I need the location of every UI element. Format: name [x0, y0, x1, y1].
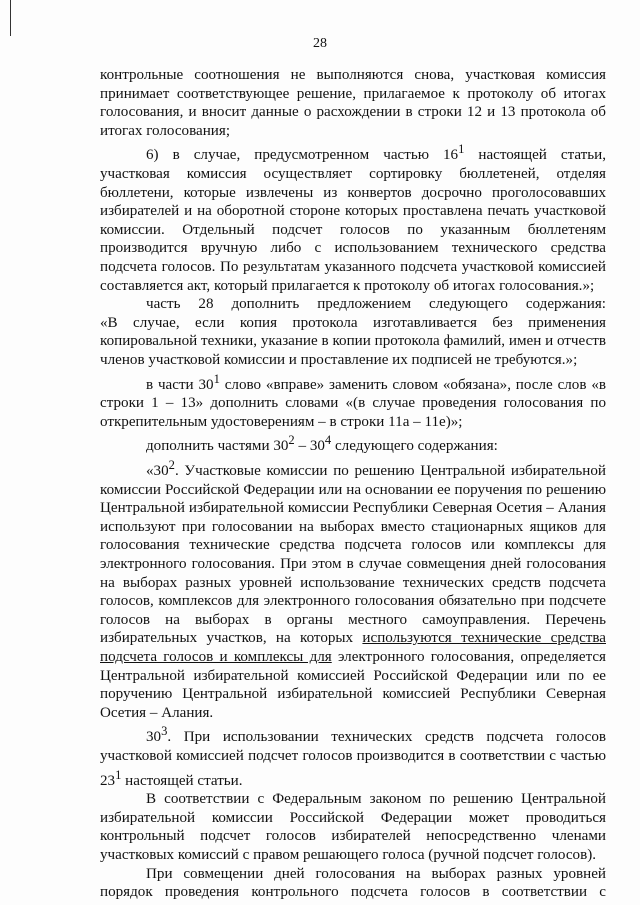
paragraph-quote-copy-protocol: «В случае, если копия протокола изготавливается без применения копировальной техники, указание в копии протокола фамилий, имен и отчеств членов участковой комиссии и проставление их подписей не требуются.»;: [100, 314, 606, 368]
paragraph-part-28: часть 28 дополнить предложением следующего содержания:: [146, 296, 606, 313]
superscript: 4: [324, 433, 332, 448]
superscript: 2: [168, 457, 175, 472]
superscript: 1: [115, 767, 122, 782]
underlined-text: используются технические средства подсчета голосов и комплексы для: [100, 630, 606, 665]
paragraph-item-6: [100, 140, 606, 295]
superscript: 2: [288, 433, 295, 448]
scan-edge-mark: [10, 0, 11, 36]
text-segment: . При использовании технических средств подсчета голосов участковой комиссией подсчет голосов производится в соответствии с частью 23: [100, 729, 606, 789]
paragraph-part-30-1: [100, 370, 606, 432]
superscript: 1: [213, 371, 220, 386]
superscript: 3: [161, 724, 168, 739]
paragraph-add-parts: [100, 431, 606, 456]
text-segment: электронного голосования, определяется Центральной избирательной комиссией Российской Федерации или по ее поручению Центральной избирательной комиссией Республики Северная Осетия – Алания.: [100, 648, 606, 721]
paragraph-federal-law: В соответствии с Федеральным законом по решению Центральной избирательной комиссии Российской Федерации может проводиться контрольный подсчет голосов избирателей непосредственно членами участковых комиссий с правом решающего голоса (ручной подсчет голосов).: [100, 791, 606, 863]
paragraph-part-30-3: [100, 722, 606, 790]
paragraph-continuation: контрольные соотношения не выполняются снова, участковая комиссия принимает соответствующее решение, прилагаемое к протоколу об итогах голосования, и вносит данные о расхождении в строки 12 и 13 протокола об итогах голосования;: [100, 67, 606, 139]
text-segment: . Участковые комиссии по решению Центральной избирательной комиссии Российской Федерации или на основании ее поручения по решению Центральной избирательной комиссии Республики Северная Осетия – Алания используют при голосовании на выборах вместо стационарных ящиков для голосования технические средства подсчета голосов или комплексы для электронного голосования. При этом в случае совмещения дней голосования на выборах разных уровней использование технических средств подсчета голосов, комплексов для электронного голосования обязательно при подсчете голосов на выборах в органы местного самоуправления. Перечень избирательных участков, на которых: [100, 463, 606, 647]
text-segment: 30: [146, 729, 162, 746]
page-number: 28: [313, 36, 327, 51]
paragraph-part-30-2: [100, 456, 606, 722]
document-body: [100, 66, 606, 902]
text-segment: настоящей статьи, участковая комиссия осуществляет сортировку бюллетеней, отделяя бюллетени, которые извлечены из конвертов досрочно проголосовавших избирателей и на оборотной стороне которых проставлена печать участковой комиссии. Отдельный подсчет голосов по указанным бюллетеням производится вручную либо с использованием технического средства подсчета голосов. По результатам указанного подсчета участковой комиссией составляется акт, который прилагается к протоколу об итогах голосования.»;: [100, 147, 607, 294]
text-segment: 6) в случае, предусмотренном частью 16: [146, 147, 459, 164]
text-segment: – 30: [294, 438, 325, 455]
superscript: 1: [458, 142, 465, 157]
text-segment: в части 30: [146, 376, 214, 393]
text-segment: «30: [146, 463, 169, 479]
text-segment: следующего содержания:: [331, 438, 498, 455]
paragraph-combined-voting: При совмещении дней голосования на выборах разных уровней порядок проведения контрольного подсчета голосов в соответствии с: [100, 865, 606, 901]
text-segment: дополнить частями 30: [146, 438, 289, 455]
text-segment: настоящей статьи.: [121, 772, 243, 789]
text-segment: слово «вправе» заменить словом «обязана», после слов «в строки 1 – 13» дополнить словами «(в случае проведения голосования по открепительным удостоверениям – в строки 11а – 11е)»;: [100, 376, 606, 430]
